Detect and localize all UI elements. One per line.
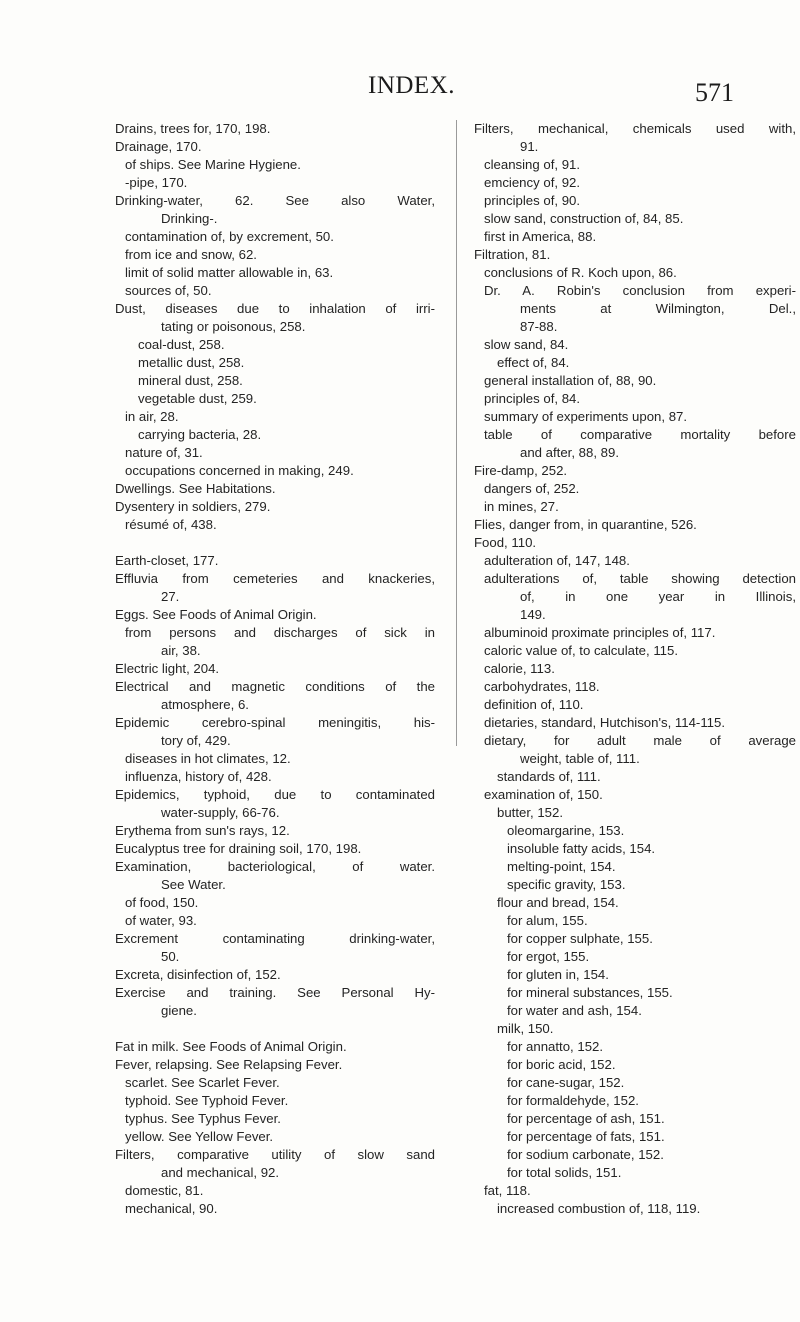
index-entry — [115, 1074, 450, 1092]
index-entry — [474, 840, 800, 858]
index-entry-heading: oleomargarine, 153. — [507, 823, 625, 838]
index-entry-heading: Earth-closet, 177. — [115, 553, 219, 568]
index-entry-continuation: 27. — [161, 589, 180, 604]
index-entry-heading: of ships. See Marine Hygiene. — [125, 157, 301, 172]
index-entry-heading: Drains, trees for, 170, 198. — [115, 121, 271, 136]
index-entry — [115, 174, 450, 192]
index-entry — [115, 336, 450, 354]
index-entry — [115, 444, 450, 462]
index-entry-heading: for alum, 155. — [507, 913, 588, 928]
index-entry-heading: albuminoid proximate principles of, 117. — [484, 625, 716, 640]
index-entry — [115, 624, 450, 660]
index-entry-heading: of food, 150. — [125, 895, 199, 910]
index-entry — [474, 498, 800, 516]
index-entry-continuation: Drinking-. — [161, 211, 218, 226]
index-entry-heading: conclusions of R. Koch upon, 86. — [484, 265, 677, 280]
index-entry-heading: milk, 150. — [497, 1021, 554, 1036]
index-entry — [474, 1092, 800, 1110]
index-entry — [474, 624, 800, 642]
index-entry — [474, 210, 800, 228]
index-entry — [115, 822, 450, 840]
index-entry — [474, 732, 800, 768]
index-entry-heading: scarlet. See Scarlet Fever. — [125, 1075, 280, 1090]
index-entry-heading: Filtration, 81. — [474, 247, 551, 262]
index-entry-heading: for total solids, 151. — [507, 1165, 622, 1180]
index-entry — [474, 966, 800, 984]
index-entry — [474, 282, 800, 336]
index-entry-heading: caloric value of, to calculate, 115. — [484, 643, 679, 658]
index-entry-heading: cleansing of, 91. — [484, 157, 581, 172]
index-entry — [474, 390, 800, 408]
index-entry-heading: Dr. A. Robin's conclusion from experi- — [484, 283, 796, 298]
index-entry-heading: typhoid. See Typhoid Fever. — [125, 1093, 289, 1108]
index-entry-heading: mineral dust, 258. — [138, 373, 243, 388]
index-entry-heading: butter, 152. — [497, 805, 563, 820]
index-entry-heading: domestic, 81. — [125, 1183, 204, 1198]
index-entry-heading: Effluvia from cemeteries and knackeries, — [115, 571, 435, 586]
index-entry — [474, 336, 800, 354]
index-entry-continuation: ments at Wilmington, Del., — [520, 301, 796, 316]
index-entry-heading: from ice and snow, 62. — [125, 247, 257, 262]
index-entry-heading: Fire-damp, 252. — [474, 463, 568, 478]
index-entry — [474, 372, 800, 390]
index-entry-heading: for percentage of ash, 151. — [507, 1111, 665, 1126]
index-entry — [474, 462, 800, 480]
index-entry-heading: adulteration of, 147, 148. — [484, 553, 630, 568]
index-entry — [115, 390, 450, 408]
index-entry — [474, 876, 800, 894]
index-entry — [474, 1002, 800, 1020]
index-entry — [474, 678, 800, 696]
index-entry-heading: mechanical, 90. — [125, 1201, 218, 1216]
index-entry — [474, 156, 800, 174]
index-column-right — [474, 120, 800, 1218]
index-entry-heading: dietaries, standard, Hutchison's, 114-115. — [484, 715, 726, 730]
index-entry — [474, 264, 800, 282]
index-entry — [115, 966, 450, 984]
index-entry-continuation: 87-88. — [520, 319, 558, 334]
index-entry — [474, 570, 800, 624]
index-entry-continuation: of, in one year in Illinois, — [520, 589, 796, 604]
index-entry-heading: summary of experiments upon, 87. — [484, 409, 688, 424]
index-entry-heading: influenza, history of, 428. — [125, 769, 272, 784]
index-entry-heading: table of comparative mortality before — [484, 427, 796, 442]
index-entry-heading: standards of, 111. — [497, 769, 601, 784]
index-entry — [115, 264, 450, 282]
index-entry-heading: for water and ash, 154. — [507, 1003, 642, 1018]
index-entry-heading: carbohydrates, 118. — [484, 679, 600, 694]
index-entry — [115, 498, 450, 516]
index-entry — [115, 516, 450, 534]
index-entry — [474, 930, 800, 948]
index-entry-heading: Dwellings. See Habitations. — [115, 481, 276, 496]
index-entry — [474, 1128, 800, 1146]
index-entry — [115, 552, 450, 570]
index-entry-heading: Examination, bacteriological, of water. — [115, 859, 435, 874]
index-entry-heading: Eucalyptus tree for draining soil, 170, 198. — [115, 841, 362, 856]
index-entry — [115, 1110, 450, 1128]
index-entry-continuation: See Water. — [161, 877, 226, 892]
index-entry — [115, 1146, 450, 1182]
index-entry — [115, 714, 450, 750]
index-entry — [115, 192, 450, 228]
index-entry — [115, 1056, 450, 1074]
index-entry-heading: Exercise and training. See Personal Hy- — [115, 985, 435, 1000]
index-entry-heading: definition of, 110. — [484, 697, 584, 712]
index-entry — [115, 660, 450, 678]
index-entry-heading: vegetable dust, 259. — [138, 391, 257, 406]
index-entry — [474, 948, 800, 966]
index-entry-heading: limit of solid matter allowable in, 63. — [125, 265, 334, 280]
index-entry-heading: Dysentery in soldiers, 279. — [115, 499, 271, 514]
index-entry-heading: Filters, mechanical, chemicals used with, — [474, 121, 796, 136]
index-entry — [474, 426, 800, 462]
index-entry — [115, 912, 450, 930]
index-entry — [474, 1074, 800, 1092]
index-entry-heading: diseases in hot climates, 12. — [125, 751, 291, 766]
index-entry — [115, 480, 450, 498]
index-entry — [115, 372, 450, 390]
index-entry-heading: for boric acid, 152. — [507, 1057, 616, 1072]
index-entry-heading: for mineral substances, 155. — [507, 985, 673, 1000]
index-entry — [474, 228, 800, 246]
index-entry — [115, 858, 450, 894]
index-entry — [474, 408, 800, 426]
index-entry — [474, 660, 800, 678]
index-entry — [115, 462, 450, 480]
index-entry — [115, 894, 450, 912]
index-entry-heading: carrying bacteria, 28. — [138, 427, 262, 442]
index-entry-heading: résumé of, 438. — [125, 517, 217, 532]
index-entry-heading: typhus. See Typhus Fever. — [125, 1111, 281, 1126]
index-entry-heading: Epidemic cerebro-spinal meningitis, his- — [115, 715, 435, 730]
index-entry — [474, 696, 800, 714]
index-entry-continuation: 149. — [520, 607, 546, 622]
index-entry — [115, 426, 450, 444]
index-entry-heading: calorie, 113. — [484, 661, 555, 676]
index-entry-heading: increased combustion of, 118, 119. — [497, 1201, 701, 1216]
index-entry-heading: first in America, 88. — [484, 229, 597, 244]
index-entry-heading: contamination of, by excrement, 50. — [125, 229, 334, 244]
index-entry — [474, 714, 800, 732]
index-entry — [474, 1164, 800, 1182]
index-entry — [115, 786, 450, 822]
index-entry — [115, 138, 450, 156]
index-entry-heading: Excreta, disinfection of, 152. — [115, 967, 281, 982]
index-column-left — [115, 120, 450, 1218]
index-entry — [115, 840, 450, 858]
index-entry — [474, 804, 800, 822]
index-entry-heading: slow sand, 84. — [484, 337, 569, 352]
index-entry-heading: general installation of, 88, 90. — [484, 373, 657, 388]
index-entry-continuation: and mechanical, 92. — [161, 1165, 280, 1180]
index-entry — [474, 246, 800, 264]
index-entry — [115, 408, 450, 426]
index-entry-heading: specific gravity, 153. — [507, 877, 626, 892]
index-entry-heading: Eggs. See Foods of Animal Origin. — [115, 607, 317, 622]
index-entry-heading: melting-point, 154. — [507, 859, 616, 874]
index-entry-heading: insoluble fatty acids, 154. — [507, 841, 656, 856]
index-entry-heading: Drainage, 170. — [115, 139, 202, 154]
index-entry — [474, 894, 800, 912]
page-title: INDEX. — [368, 72, 456, 99]
index-entry — [474, 516, 800, 534]
index-entry-heading: dietary, for adult male of average — [484, 733, 796, 748]
index-entry — [115, 1038, 450, 1056]
index-entry-heading: yellow. See Yellow Fever. — [125, 1129, 274, 1144]
index-entry-heading: adulterations of, table showing detection — [484, 571, 796, 586]
index-entry-heading: Drinking-water, 62. See also Water, — [115, 193, 435, 208]
index-entry — [115, 1092, 450, 1110]
index-entry — [474, 1110, 800, 1128]
index-entry-heading: for percentage of fats, 151. — [507, 1129, 665, 1144]
index-entry — [474, 858, 800, 876]
index-entry — [115, 984, 450, 1020]
index-entry-heading: for copper sulphate, 155. — [507, 931, 653, 946]
index-entry-heading: principles of, 84. — [484, 391, 581, 406]
index-entry-heading: for sodium carbonate, 152. — [507, 1147, 664, 1162]
index-entry — [474, 822, 800, 840]
index-entry-heading: Electric light, 204. — [115, 661, 220, 676]
index-entry-heading: Erythema from sun's rays, 12. — [115, 823, 290, 838]
index-entry-heading: metallic dust, 258. — [138, 355, 245, 370]
index-entry-heading: effect of, 84. — [497, 355, 570, 370]
page-number: 571 — [695, 78, 734, 107]
index-entry — [474, 552, 800, 570]
index-entry — [115, 228, 450, 246]
index-entry-heading: Dust, diseases due to inhalation of irri- — [115, 301, 435, 316]
index-entry — [474, 1038, 800, 1056]
column-divider — [456, 120, 457, 746]
index-entry — [115, 930, 450, 966]
index-entry-continuation: 91. — [520, 139, 539, 154]
page-header — [0, 64, 800, 107]
index-entry-continuation: tory of, 429. — [161, 733, 231, 748]
index-entry-heading: Excrement contaminating drinking-water, — [115, 931, 435, 946]
index-entry-heading: Electrical and magnetic conditions of the — [115, 679, 435, 694]
index-entry — [474, 1200, 800, 1218]
index-entry-heading: in mines, 27. — [484, 499, 559, 514]
index-entry-heading: sources of, 50. — [125, 283, 212, 298]
index-entry — [474, 1020, 800, 1038]
index-entry — [115, 1200, 450, 1218]
index-entry-heading: for gluten in, 154. — [507, 967, 609, 982]
index-entry — [115, 354, 450, 372]
index-entry-heading: -pipe, 170. — [125, 175, 188, 190]
index-entry — [115, 246, 450, 264]
index-entry-heading: Epidemics, typhoid, due to contaminated — [115, 787, 435, 802]
letter-group-spacer — [115, 534, 450, 552]
index-entry-heading: Fever, relapsing. See Relapsing Fever. — [115, 1057, 343, 1072]
index-entry-heading: fat, 118. — [484, 1183, 531, 1198]
index-entry-heading: for cane-sugar, 152. — [507, 1075, 625, 1090]
index-entry — [474, 120, 800, 156]
index-entry — [115, 300, 450, 336]
index-entry-heading: for formaldehyde, 152. — [507, 1093, 639, 1108]
index-entry — [474, 480, 800, 498]
index-entry-heading: Filters, comparative utility of slow sand — [115, 1147, 435, 1162]
index-entry-continuation: tating or poisonous, 258. — [161, 319, 306, 334]
index-entry — [115, 768, 450, 786]
index-entry-heading: nature of, 31. — [125, 445, 203, 460]
index-entry-continuation: giene. — [161, 1003, 197, 1018]
index-entry — [474, 1056, 800, 1074]
index-entry — [474, 1182, 800, 1200]
index-entry — [474, 192, 800, 210]
index-entry-continuation: weight, table of, 111. — [520, 751, 640, 766]
index-entry — [474, 984, 800, 1002]
index-entry-continuation: atmosphere, 6. — [161, 697, 249, 712]
index-entry — [474, 642, 800, 660]
index-entry — [474, 912, 800, 930]
index-entry — [115, 120, 450, 138]
index-entry — [115, 282, 450, 300]
index-entry-heading: in air, 28. — [125, 409, 179, 424]
index-entry — [474, 1146, 800, 1164]
index-entry-heading: Fat in milk. See Foods of Animal Origin. — [115, 1039, 347, 1054]
index-entry — [115, 1128, 450, 1146]
index-entry-heading: occupations concerned in making, 249. — [125, 463, 354, 478]
index-entry-heading: examination of, 150. — [484, 787, 603, 802]
index-entry-heading: of water, 93. — [125, 913, 197, 928]
index-entry — [474, 534, 800, 552]
letter-group-spacer — [115, 1020, 450, 1038]
index-entry-heading: Flies, danger from, in quarantine, 526. — [474, 517, 697, 532]
index-entry-heading: slow sand, construction of, 84, 85. — [484, 211, 684, 226]
index-entry-continuation: water-supply, 66-76. — [161, 805, 280, 820]
index-entry — [474, 768, 800, 786]
index-entry-continuation: and after, 88, 89. — [520, 445, 619, 460]
index-entry-heading: for ergot, 155. — [507, 949, 590, 964]
index-entry-heading: Food, 110. — [474, 535, 537, 550]
index-entry-heading: principles of, 90. — [484, 193, 581, 208]
index-entry — [115, 156, 450, 174]
index-entry-continuation: air, 38. — [161, 643, 201, 658]
index-entry — [115, 570, 450, 606]
index-entry-continuation: 50. — [161, 949, 180, 964]
index-entry — [115, 678, 450, 714]
index-entry-heading: emciency of, 92. — [484, 175, 581, 190]
index-entry — [115, 750, 450, 768]
index-entry-heading: for annatto, 152. — [507, 1039, 604, 1054]
index-entry — [474, 174, 800, 192]
index-entry-heading: from persons and discharges of sick in — [125, 625, 435, 640]
index-entry — [115, 1182, 450, 1200]
index-entry — [115, 606, 450, 624]
index-entry — [474, 786, 800, 804]
index-entry-heading: coal-dust, 258. — [138, 337, 225, 352]
index-entry — [474, 354, 800, 372]
index-entry-heading: flour and bread, 154. — [497, 895, 619, 910]
index-entry-heading: dangers of, 252. — [484, 481, 580, 496]
